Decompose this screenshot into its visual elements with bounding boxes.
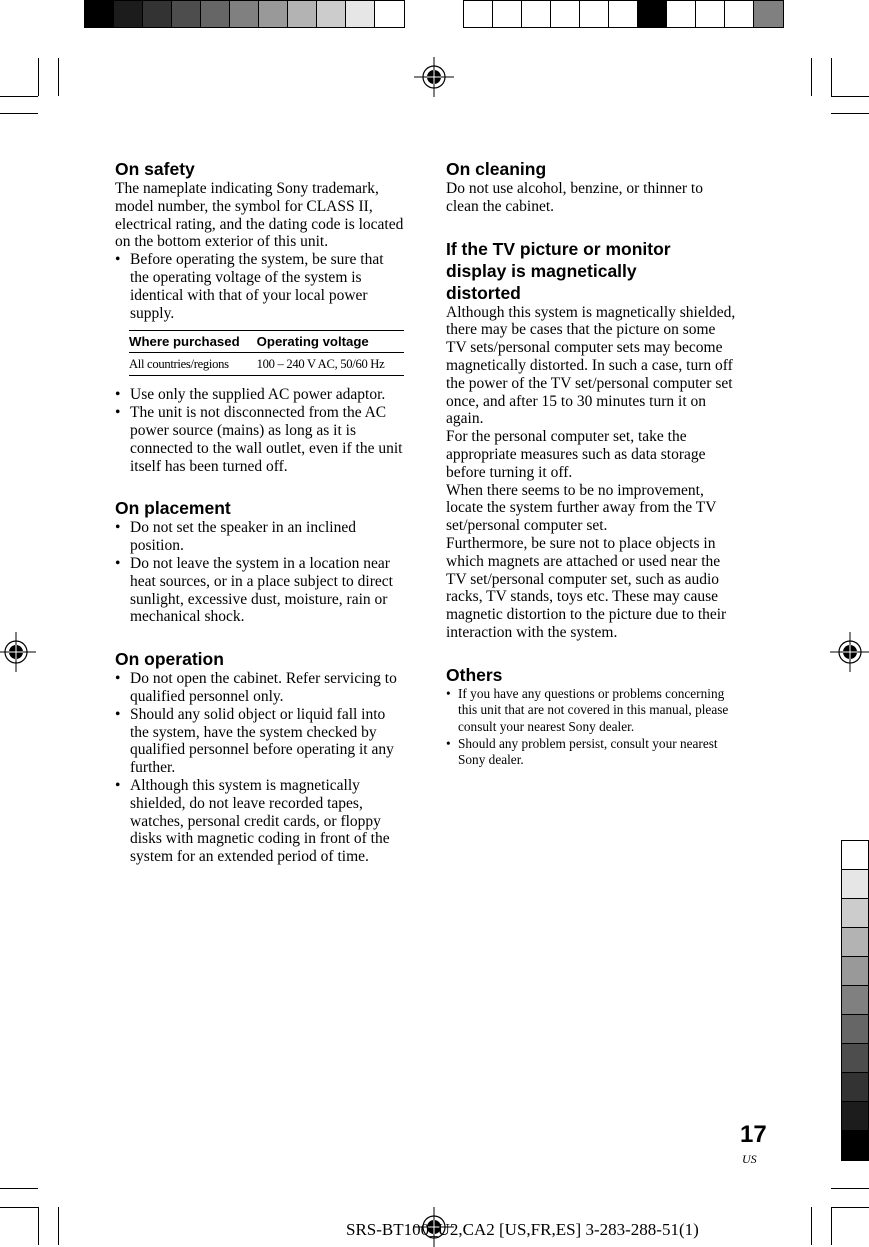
color-swatch [842,957,868,986]
side-grayscale-bar [841,840,869,1161]
color-swatch [696,1,725,27]
bullet-list [115,251,405,322]
color-swatch [85,1,114,27]
placement-section [115,497,405,626]
section-heading: If the TV picture or monitor display is magnetically distorted [446,238,671,303]
color-swatch [842,1015,868,1044]
list-item: • Should any solid object or liquid fall into the system, have the system checked by qualified personnel before operating it any further. [115,706,405,777]
page-language: US [742,1152,757,1166]
color-swatch [230,1,259,27]
color-swatch [842,841,868,870]
color-swatch [842,986,868,1015]
footer-model-code: SRS-BT100_U2,CA2 [US,FR,ES] 3-283-288-51(1) [346,1220,699,1239]
color-swatch [522,1,551,27]
table-cell: 100 – 240 V AC, 50/60 Hz [257,353,404,376]
paragraph: For the personal computer set, take the appropriate measures such as data storage before turning it off. [446,428,706,481]
cleaning-section [446,158,738,216]
table-row [129,353,404,376]
color-swatch [493,1,522,27]
operation-section [115,648,405,866]
color-swatch [375,1,404,27]
table-header: Where purchased [129,331,257,353]
color-swatch [464,1,493,27]
table-cell: All countries/regions [129,353,257,376]
section-heading: On operation [115,649,224,670]
bullet-list [115,386,405,475]
grayscale-color-bar [84,0,405,28]
bullet-list [115,670,405,866]
color-swatch [288,1,317,27]
color-swatch [842,899,868,928]
registration-target-icon [0,632,36,672]
color-swatch [638,1,667,27]
color-swatch [172,1,201,27]
color-swatch [143,1,172,27]
section-heading: On placement [115,498,231,519]
color-swatch [754,1,783,27]
color-swatch [609,1,638,27]
registration-target-icon [830,632,869,672]
registration-target-icon [414,57,454,97]
list-item: • If you have any questions or problems concerning this unit that are not covered in this manual, please consult your nearest Sony dealer. [446,686,738,736]
color-swatch [114,1,143,27]
section-heading: On cleaning [446,159,547,179]
right-column [446,158,738,791]
table-header: Operating voltage [257,331,404,353]
color-swatch [580,1,609,27]
color-swatch [259,1,288,27]
bullet-list [115,519,405,626]
color-swatch [317,1,346,27]
color-swatch [201,1,230,27]
color-swatch [842,1102,868,1131]
paragraph: When there seems to be no improvement, locate the system further away from the TV set/personal computer set. [446,481,717,535]
color-swatch [842,1073,868,1102]
section-heading: On safety [115,159,195,179]
color-swatch [667,1,696,27]
list-item: • Before operating the system, be sure that the operating voltage of the system is identical with that of your local power supply. [115,251,405,322]
color-swatch [725,1,754,27]
color-swatch [842,1044,868,1073]
section-heading: Others [446,664,503,685]
color-swatch [842,870,868,899]
color-swatch [842,1131,868,1160]
list-item: • Do not set the speaker in an inclined position. [115,519,405,555]
color-swatch [346,1,375,27]
tv-distortion-section [446,238,738,642]
list-item: • Although this system is magnetically shielded, do not leave recorded tapes, watches, personal credit cards, or floppy disks with magnetic coding in front of the system for an extended period of time. [115,777,405,866]
bullet-list [446,686,738,769]
voltage-table [129,330,404,376]
safety-section [115,158,405,475]
paragraph: Furthermore, be sure not to place objects in which magnets are attached or used near the TV set/personal computer set, such as audio racks, TV stands, toys etc. These may cause magnetic distortion to the picture due to their interaction with the system. [446,534,727,641]
list-item: • Do not open the cabinet. Refer servicing to qualified personnel only. [115,670,405,706]
table-header-row [129,331,404,353]
list-item: • Should any problem persist, consult your nearest Sony dealer. [446,736,738,769]
list-item: • Do not leave the system in a location near heat sources, or in a place subject to direct sunlight, excessive dust, moisture, rain or mechanical shock. [115,555,405,626]
list-item: • The unit is not disconnected from the AC power source (mains) as long as it is connected to the wall outlet, even if the unit itself has been turned off. [115,404,405,475]
list-item: • Use only the supplied AC power adaptor. [115,386,405,404]
paragraph: Although this system is magnetically shielded, there may be cases that the picture on some TV sets/personal computer sets may become magnetically distorted. In such a case, turn off the power of the TV set/personal computer set once, and after 15 to 30 minutes turn it on again. [446,303,736,428]
registration-color-bar [463,0,784,28]
left-column [115,158,405,888]
others-section [446,664,738,769]
paragraph: The nameplate indicating Sony trademark, model number, the symbol for CLASS II, electrical rating, and the dating code is located on the bottom exterior of this unit. [115,180,404,251]
page-number: 17 [740,1121,767,1148]
color-swatch [551,1,580,27]
paragraph: Do not use alcohol, benzine, or thinner to clean the cabinet. [446,180,703,215]
color-swatch [842,928,868,957]
